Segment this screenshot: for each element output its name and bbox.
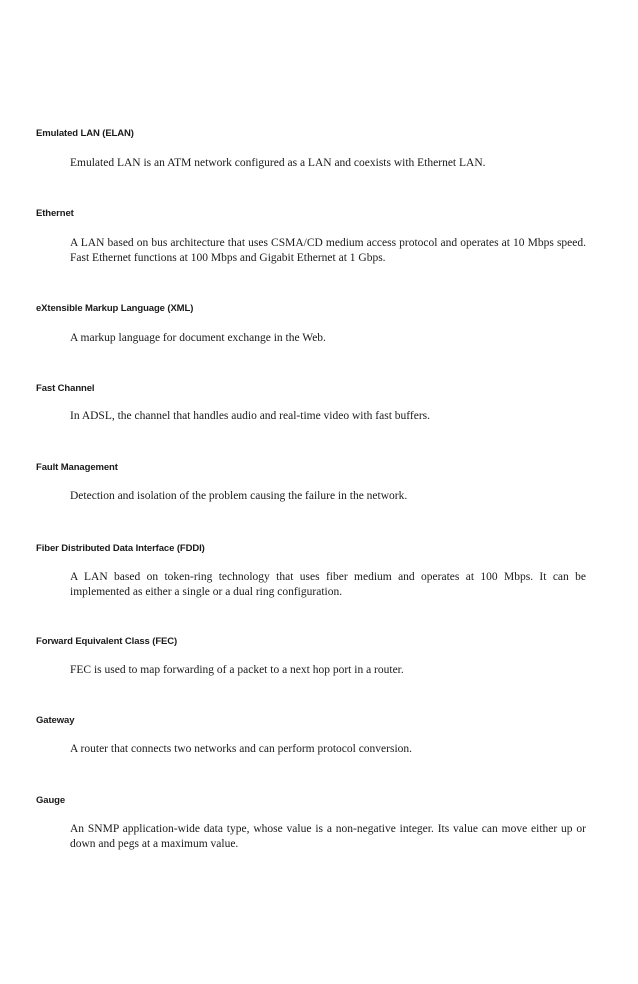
glossary-term: Fast Channel — [36, 383, 95, 394]
glossary-term: Fault Management — [36, 462, 118, 473]
glossary-definition: A markup language for document exchange in the Web. — [70, 332, 326, 344]
glossary-definition: FEC is used to map forwarding of a packet to a next hop port in a router. — [70, 664, 404, 676]
glossary-term: eXtensible Markup Language (XML) — [36, 303, 194, 314]
glossary-term: Gateway — [36, 715, 75, 726]
glossary-definition: Emulated LAN is an ATM network configured as a LAN and coexists with Ethernet LAN. — [70, 157, 486, 169]
glossary-definition: A router that connects two networks and can perform protocol conversion. — [70, 743, 413, 755]
glossary-definition: In ADSL, the channel that handles audio and real-time video with fast buffers. — [70, 410, 431, 422]
glossary-definition: Detection and isolation of the problem causing the failure in the network. — [70, 490, 408, 502]
glossary-definition: A LAN based on token-ring technology that uses fiber medium and operates at 100 Mbps. It can be implemented as either a single or a dual ring configuration. — [70, 571, 586, 598]
glossary-term: Forward Equivalent Class (FEC) — [36, 636, 178, 647]
glossary-term: Emulated LAN (ELAN) — [36, 128, 134, 139]
glossary-definition: A LAN based on bus architecture that uses CSMA/CD medium access protocol and operates at 10 Mbps speed. Fast Ethernet functions at 100 Mbps and Gigabit Ethernet at 1 Gbps. — [70, 237, 586, 264]
glossary-term: Gauge — [36, 795, 66, 806]
glossary-term: Fiber Distributed Data Interface (FDDI) — [36, 543, 205, 554]
glossary-definition: An SNMP application-wide data type, whose value is a non-negative integer. Its value can move either up or down and pegs at a maximum value. — [70, 823, 586, 850]
glossary-term: Ethernet — [36, 208, 74, 219]
